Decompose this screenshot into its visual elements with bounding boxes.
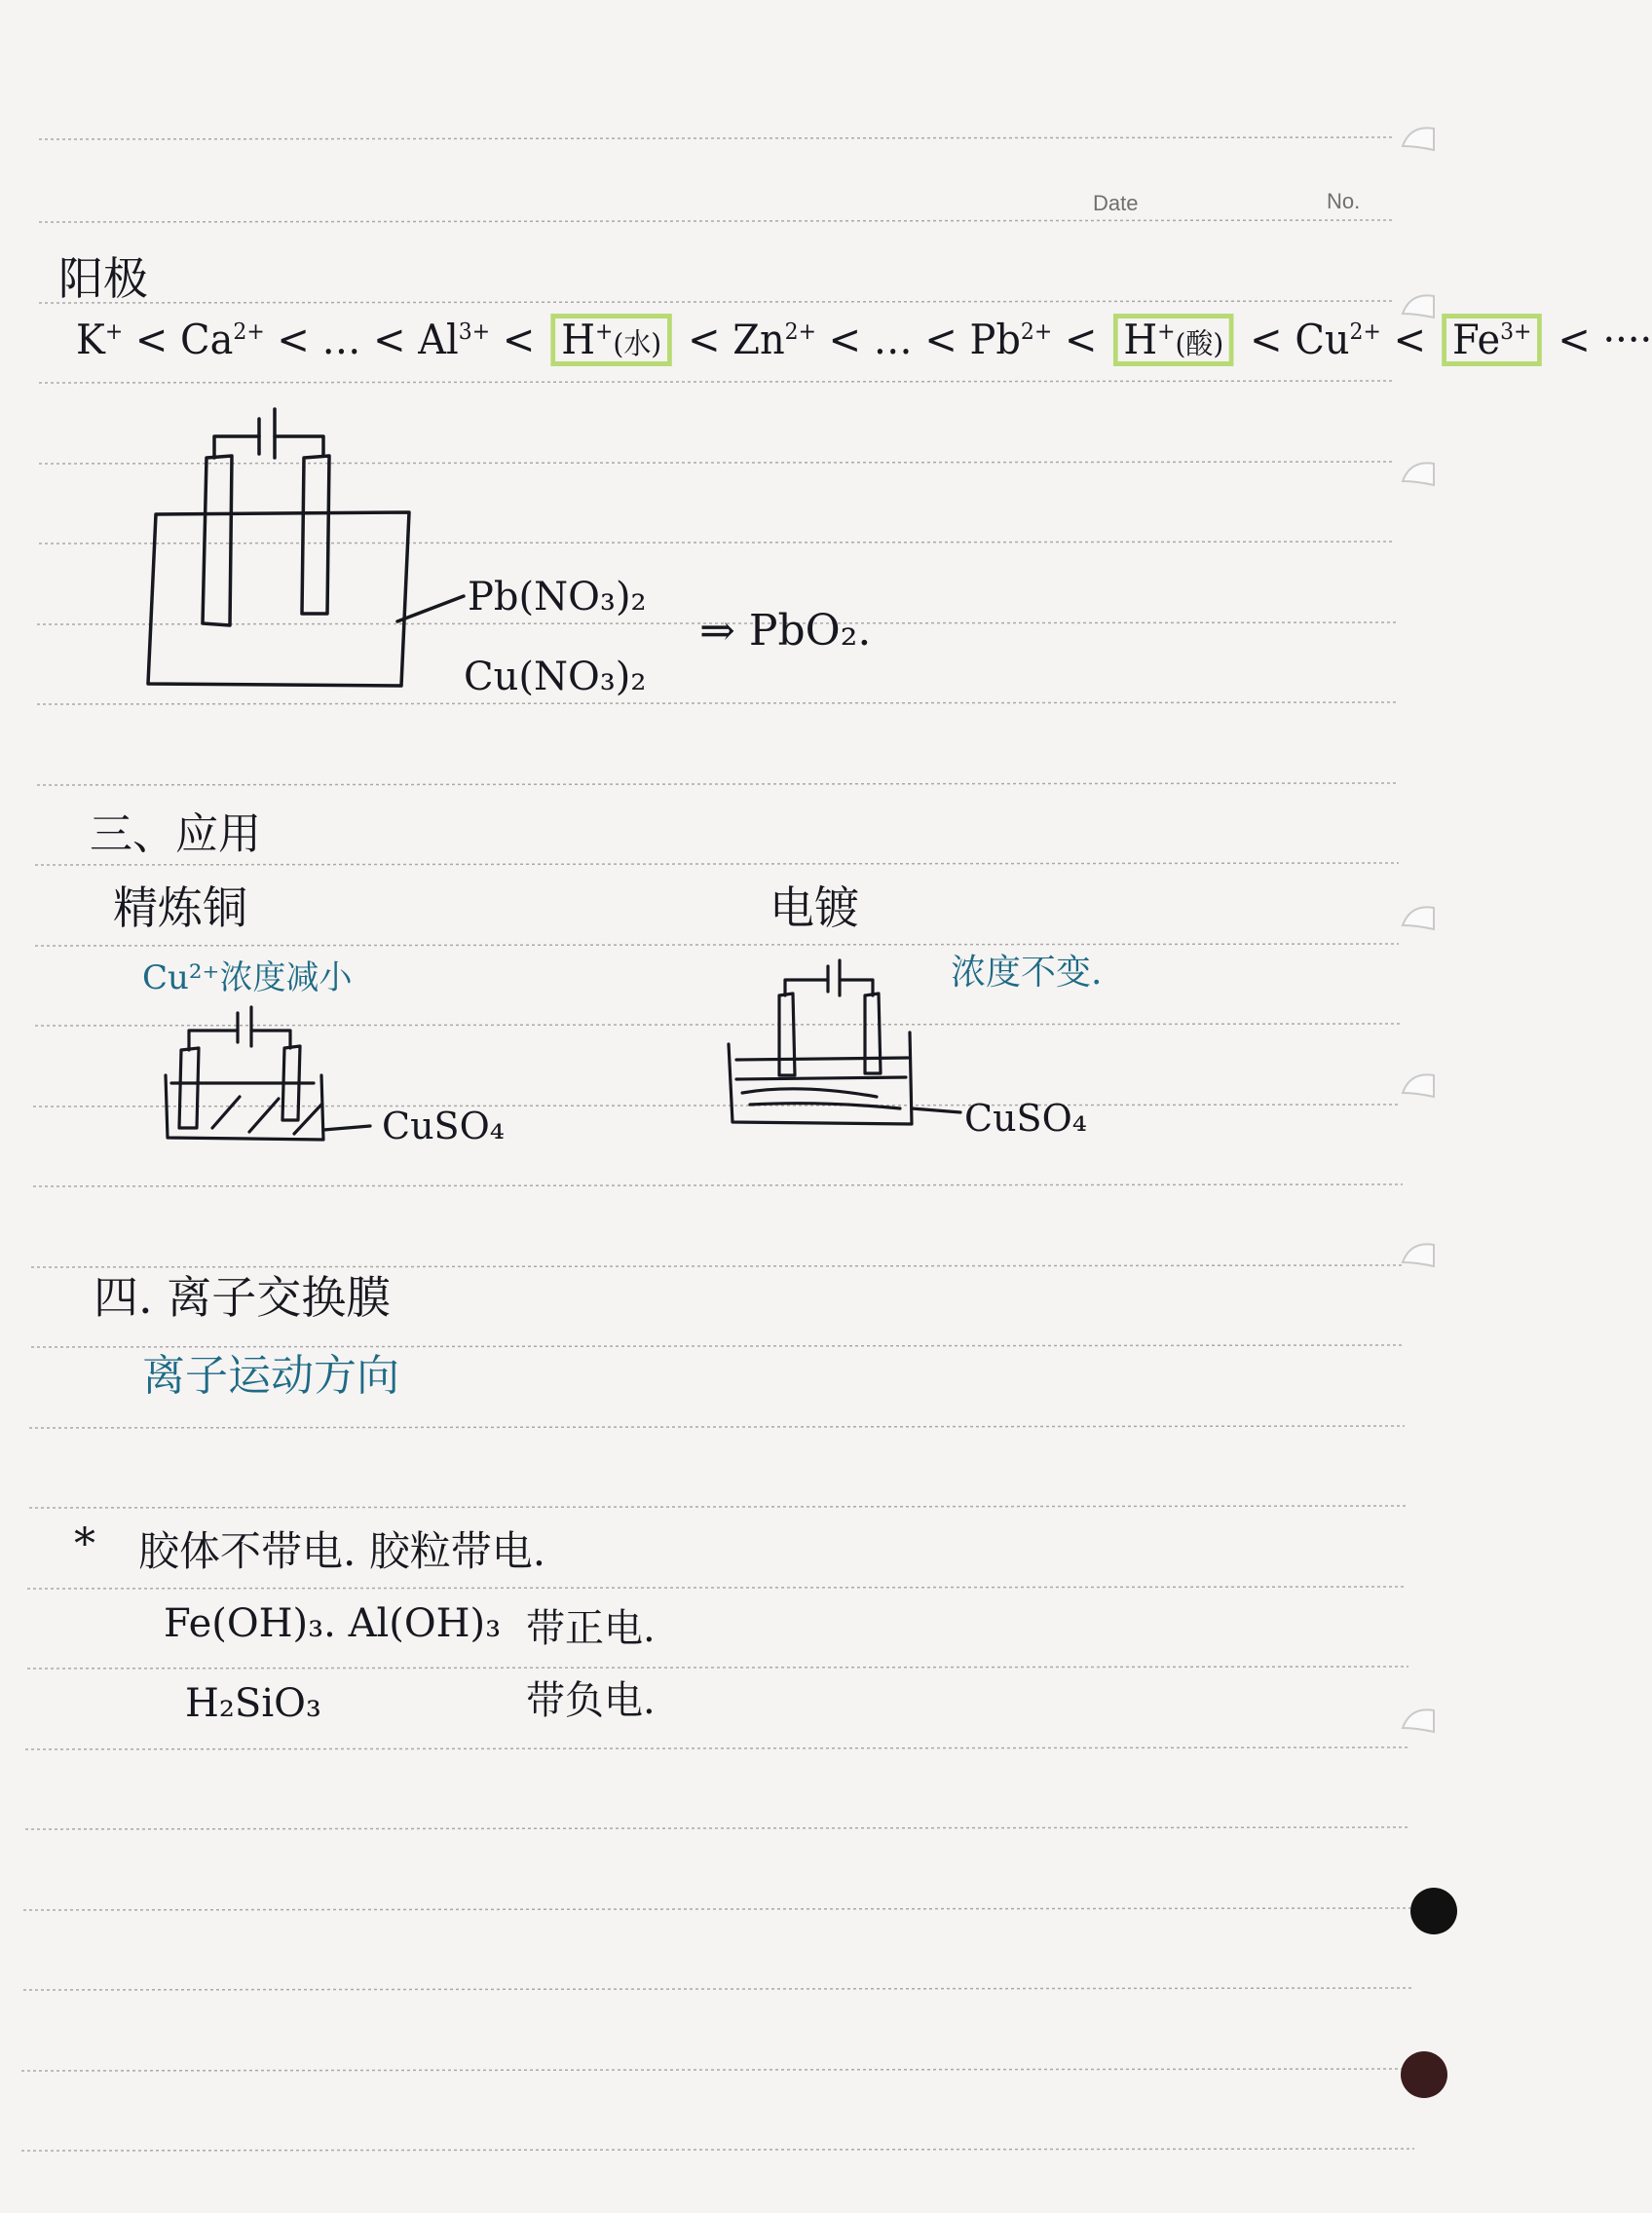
colloid-positive-label: 带正电. (526, 1606, 656, 1651)
ellipsis: < … < (828, 316, 957, 363)
apply-title: 三、应用 (90, 809, 261, 859)
less-than: < (688, 316, 721, 363)
ion-ca: $Ca^{2+}$ (180, 316, 265, 363)
result-pbo2: ⇒ PbO₂. (699, 606, 872, 656)
plating-note: 浓度不变. (951, 953, 1103, 993)
colloid-line-1: 胶体不带电. 胶粒带电. (138, 1527, 546, 1575)
solution-label-cu: Cu(NO₃)₂ (464, 655, 647, 699)
ion-cu: $Cu^{2+}$ (1295, 316, 1381, 363)
colloid-positive-examples: Fe(OH)₃. Al(OH)₃ (164, 1601, 502, 1646)
solution-label-pb: Pb(NO₃)₂ (468, 575, 647, 619)
refining-note: Cu²⁺浓度减小 (142, 958, 353, 997)
highlight-h-acid: H+(酸) (1113, 314, 1234, 366)
series-tail: < ···· (1558, 316, 1652, 363)
less-than: < (1393, 316, 1427, 363)
less-than: < (1064, 316, 1098, 363)
ion-zn: $Zn^{2+}$ (732, 316, 816, 363)
date-label: Date (1093, 191, 1139, 215)
membrane-note: 离子运动方向 (142, 1351, 399, 1401)
plating-electrolyte: CuSO₄ (964, 1097, 1087, 1140)
colloid-negative-label: 带负电. (526, 1678, 656, 1723)
refining-electrolyte: CuSO₄ (382, 1105, 505, 1147)
anode-title: 阳极 (58, 252, 148, 305)
ion-al: $Al^{3+}$ (418, 316, 491, 363)
highlight-fe: $Fe^{3+}$ (1443, 314, 1542, 366)
highlight-h-water: H+(水) (551, 314, 672, 366)
less-than: < (1250, 316, 1283, 363)
ellipsis: < … < (277, 316, 406, 363)
refining-title: 精炼铜 (113, 881, 247, 934)
colloid-negative-example: H₂SiO₃ (185, 1681, 321, 1726)
less-than: < (502, 316, 536, 363)
plating-title: 电镀 (770, 881, 859, 934)
less-than: < (134, 316, 169, 363)
ion-pb: $Pb^{2+}$ (969, 316, 1053, 363)
membrane-title: 四. 离子交换膜 (94, 1271, 392, 1324)
colloid-star: * (74, 1519, 95, 1569)
ion-k: K+ (76, 316, 124, 363)
no-label: No. (1327, 189, 1361, 213)
